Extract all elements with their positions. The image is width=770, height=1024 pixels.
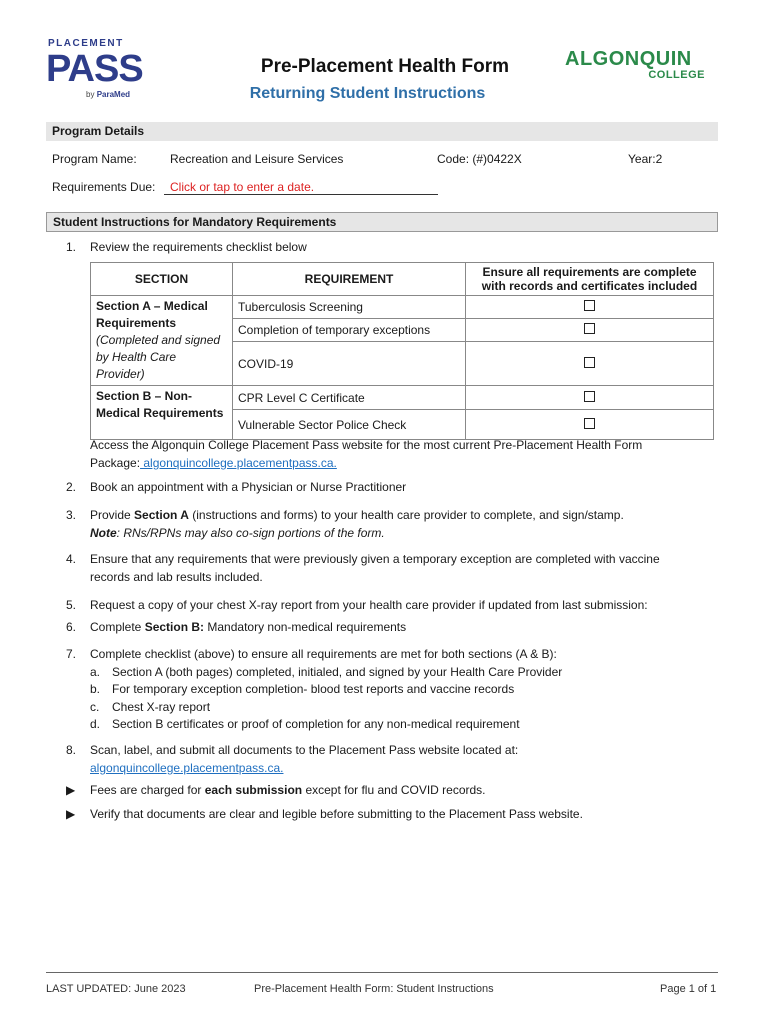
logo-main-text: PASS (46, 48, 143, 90)
requirements-due-label: Requirements Due: (52, 180, 156, 194)
list-item: 2. Book an appointment with a Physician or Nurse Practitioner (66, 480, 407, 494)
list-item: ▶ Fees are charged for each submission except for flu and COVID records. (66, 782, 716, 800)
footer-updated: LAST UPDATED: June 2023 (46, 983, 186, 995)
checkbox-police-check[interactable] (466, 410, 714, 440)
list-item: 5. Request a copy of your chest X-ray report from your health care provider if updated from last submission: (66, 598, 648, 612)
req-police-check: Vulnerable Sector Police Check (233, 410, 466, 440)
list-item: 1. Review the requirements checklist below (66, 240, 307, 254)
req-covid: COVID-19 (233, 342, 466, 386)
placementpass-link-1[interactable]: algonquincollege.placementpass.ca. (140, 456, 337, 470)
col-requirement: REQUIREMENT (233, 263, 466, 296)
list-item: 4. Ensure that any requirements that were previously given a temporary exception are completed with vaccine records and lab results included. (66, 552, 660, 584)
placementpass-link-2[interactable]: algonquincollege.placementpass.ca. (90, 760, 284, 775)
program-name-value: Recreation and Leisure Services (170, 152, 344, 166)
checkbox-temporary-exceptions[interactable] (466, 319, 714, 342)
list-item: 7. Complete checklist (above) to ensure all requirements are met for both sections (A & B): a. Section A (both pages) completed, initialed, and signed by your Health Care Provider b. For temporary exception completion- blood test reports and vaccine records c. Chest X-ray report d. Section B certificates or proof of completion for any non-medical requirement (66, 647, 563, 731)
col-complete: Ensure all requirements are complete with records and certificates included (466, 263, 714, 296)
arrow-bullet-icon: ▶ (66, 807, 76, 821)
checkbox-cpr[interactable] (466, 386, 714, 410)
program-year: Year:2 (628, 152, 663, 166)
program-code: Code: (#)0422X (437, 152, 522, 166)
col-section: SECTION (91, 263, 233, 296)
requirements-due-date-field[interactable]: Click or tap to enter a date. (164, 180, 438, 195)
req-temporary-exceptions: Completion of temporary exceptions (233, 319, 466, 342)
checkbox-covid[interactable] (466, 342, 714, 386)
college-name-bottom: COLLEGE (648, 69, 705, 81)
logo-top-text: PLACEMENT (48, 38, 124, 49)
program-details-header: Program Details (46, 122, 718, 141)
college-name-top: ALGONQUIN (565, 48, 692, 70)
list-item: ▶ Verify that documents are clear and legible before submitting to the Placement Pass website. (66, 806, 716, 824)
arrow-bullet-icon: ▶ (66, 783, 76, 797)
page-title: Pre-Placement Health Form (260, 56, 510, 77)
footer-page-number: Page 1 of 1 (660, 983, 717, 995)
checkbox-tuberculosis[interactable] (466, 296, 714, 319)
list-item: 3. Provide Section A (instructions and forms) to your health care provider to complete, and sign/stamp. Note: RNs/RPNs may also co-sign portions of the form. (66, 508, 624, 540)
page-subtitle: Returning Student Instructions (249, 85, 486, 102)
footer-title: Pre-Placement Health Form: Student Instructions (254, 983, 494, 995)
req-tuberculosis: Tuberculosis Screening (233, 296, 466, 319)
algonquin-logo (565, 48, 705, 84)
instructions-header: Student Instructions for Mandatory Requirements (46, 212, 718, 232)
access-text: Access the Algonquin College Placement Pass website for the most current Pre-Placement Health Form Package: algonquincollege.placementpass.ca. (90, 438, 643, 470)
list-item: 6. Complete Section B: Mandatory non-medical requirements (66, 620, 407, 634)
logo-by-text: by ParaMed (86, 90, 131, 99)
req-cpr: CPR Level C Certificate (233, 386, 466, 410)
section-a-cell: Section A – Medical Requirements (Completed and signed by Health Care Provider) (91, 296, 233, 386)
section-b-cell: Section B – Non-Medical Requirements (91, 386, 233, 440)
list-item: 8. Scan, label, and submit all documents to the Placement Pass website located at: algonquincollege.placementpass.ca. (66, 743, 519, 775)
requirements-table (90, 262, 714, 440)
program-name-label: Program Name: (52, 152, 137, 166)
footer-divider (46, 972, 718, 973)
